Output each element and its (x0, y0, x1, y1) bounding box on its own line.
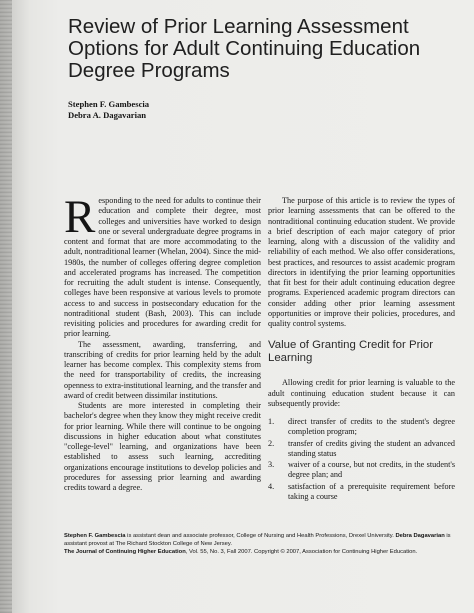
list-text: transfer of credits giving the student an advanced standing status (288, 438, 455, 458)
drop-cap: R (64, 191, 96, 243)
list-text: direct transfer of credits to the student's degree completion program; (288, 417, 455, 437)
section-heading: Value of Granting Credit for Prior Learning (268, 339, 434, 365)
footnote-text: is assistant dean and associate professor, College of Nursing and Health Professions, Drexel University. (125, 533, 396, 539)
left-column (64, 191, 261, 493)
footnote-author: Stephen F. Gambescia (64, 533, 126, 539)
author-affiliations (64, 533, 456, 549)
credit-benefits-list (268, 417, 455, 502)
list-number: 2. (268, 438, 275, 448)
author-name: Stephen F. Gambescia (68, 99, 150, 109)
journal-name: The Journal of Continuing Higher Education (64, 548, 186, 555)
list-item (268, 439, 455, 460)
body-paragraph: Students are more interested in completing their bachelor's degree when they know they might receive credit for prior learning. While there will continue to be ongoing discussions in higher education about what constitutes "college-level" learning, and organizations have been established to assess such learning, accrediting organizations encourage institutions to develop policies and procedures for assessing prior learning and awarding credits toward a degree. (64, 401, 261, 492)
right-column (268, 196, 455, 503)
list-item (268, 482, 455, 503)
citation-text: , Vol. 55, No. 3, Fall 2007. Copyright © 2007, Association for Continuing Higher Education. (185, 548, 418, 555)
author-footnote (64, 533, 456, 556)
body-paragraph: Allowing credit for prior learning is valuable to the adult continuing education student because it can subsequently provide: (268, 378, 455, 408)
body-paragraph: The purpose of this article is to review the types of prior learning assessments that can be offered to the nontraditional continuing education student. We provide a brief description of each major category of prior learning, along with a discussion of the validity and reliability of each method. We also offer considerations, best practices, and resources to assist academic program directors in identifying the prior learning opportunities that fit best for their adult continuing education degree programs. Experienced academic program directors can consider adding other prior learning assessment opportunities or improve their policies, procedures, and quality control systems. (268, 196, 455, 328)
list-number: 3. (268, 460, 275, 469)
list-number: 4. (268, 481, 275, 491)
list-text: satisfaction of a prerequisite requirement before taking a course (288, 481, 455, 501)
author-name: Debra A. Dagavarian (68, 110, 147, 120)
article-title (68, 16, 458, 82)
list-text: waiver of a course, but not credits, in the student's degree plan; and (288, 460, 455, 480)
author-list (68, 99, 268, 121)
footnote-author: Debra Dagavarian (395, 533, 445, 539)
list-number: 1. (268, 417, 275, 426)
list-item (268, 460, 455, 481)
body-paragraph: The assessment, awarding, transferring, and transcribing of credits for prior learning held by the adult learner has become complex. This complexity stems from the need for transportability of credits, the increasing openness to extra-institutional learning, and the transfer and award of credit between dissimilar institutions. (64, 339, 261, 400)
paragraph-text: esponding to the need for adults to continue their education and complete their degree, most colleges and universities have worked to design one or several undergraduate degree programs in content and format that are more accommodating to the adult, nontraditional learner (Whelan, 2004). Since the mid-1980s, the number of colleges offering degree completion and accelerated programs has increased. The competition for recruiting the adult student is intense. Consequently, colleges have been responsive at various levels to promote access to and success in postsecondary education for the nontraditional student (Bash, 2003). This can include revisiting policies and procedures for awarding credit for prior learning. (64, 196, 261, 339)
book-spine-shadow (0, 0, 12, 613)
title-line: Review of Prior Learning Assessment (68, 15, 409, 38)
title-line: Options for Adult Continuing Education (68, 37, 421, 60)
title-line: Degree Programs (68, 59, 230, 82)
list-item (268, 417, 455, 438)
journal-citation (64, 549, 456, 557)
footnote-text: is assistant provost at The Richard Stockton College of New Jersey. (64, 533, 451, 547)
body-paragraph (64, 191, 261, 340)
